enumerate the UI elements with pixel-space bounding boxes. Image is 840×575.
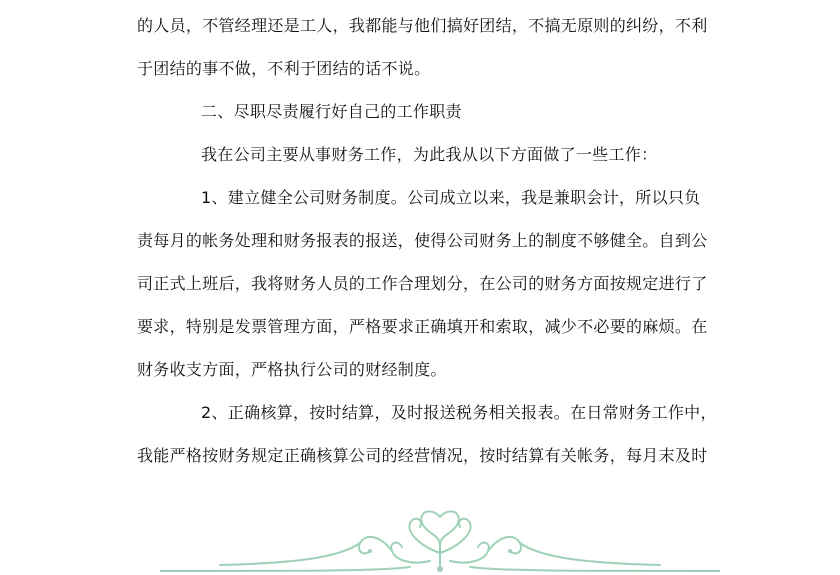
paragraph-start: 1、建立健全公司财务制度。公司成立以来，我是兼职会计，所以只负 xyxy=(201,188,701,207)
body-line: 于团结的事不做，不利于团结的话不说。 xyxy=(137,59,431,78)
body-line: 责每月的帐务处理和财务报表的报送，使得公司财务上的制度不够健全。自到公 xyxy=(137,231,708,250)
body-line: 财务收支方面，严格执行公司的财经制度。 xyxy=(137,360,447,379)
decorative-scroll-border-icon xyxy=(160,505,720,575)
body-line: 司正式上班后，我将财务人员的工作合理划分，在公司的财务方面按规定进行了 xyxy=(137,274,708,293)
body-line: 的人员，不管经理还是工人，我都能与他们搞好团结，不搞无原则的纠纷，不利 xyxy=(137,16,708,35)
section-heading: 二、尽职尽责履行好自己的工作职责 xyxy=(201,102,462,121)
body-line: 要求，特别是发票管理方面，严格要求正确填开和索取，减少不必要的麻烦。在 xyxy=(137,317,708,336)
paragraph-start: 2、正确核算，按时结算，及时报送税务相关报表。在日常财务工作中， xyxy=(201,403,717,422)
body-line: 我在公司主要从事财务工作，为此我从以下方面做了一些工作： xyxy=(201,145,658,164)
body-line: 我能严格按财务规定正确核算公司的经营情况，按时结算有关帐务，每月末及时 xyxy=(137,446,708,465)
